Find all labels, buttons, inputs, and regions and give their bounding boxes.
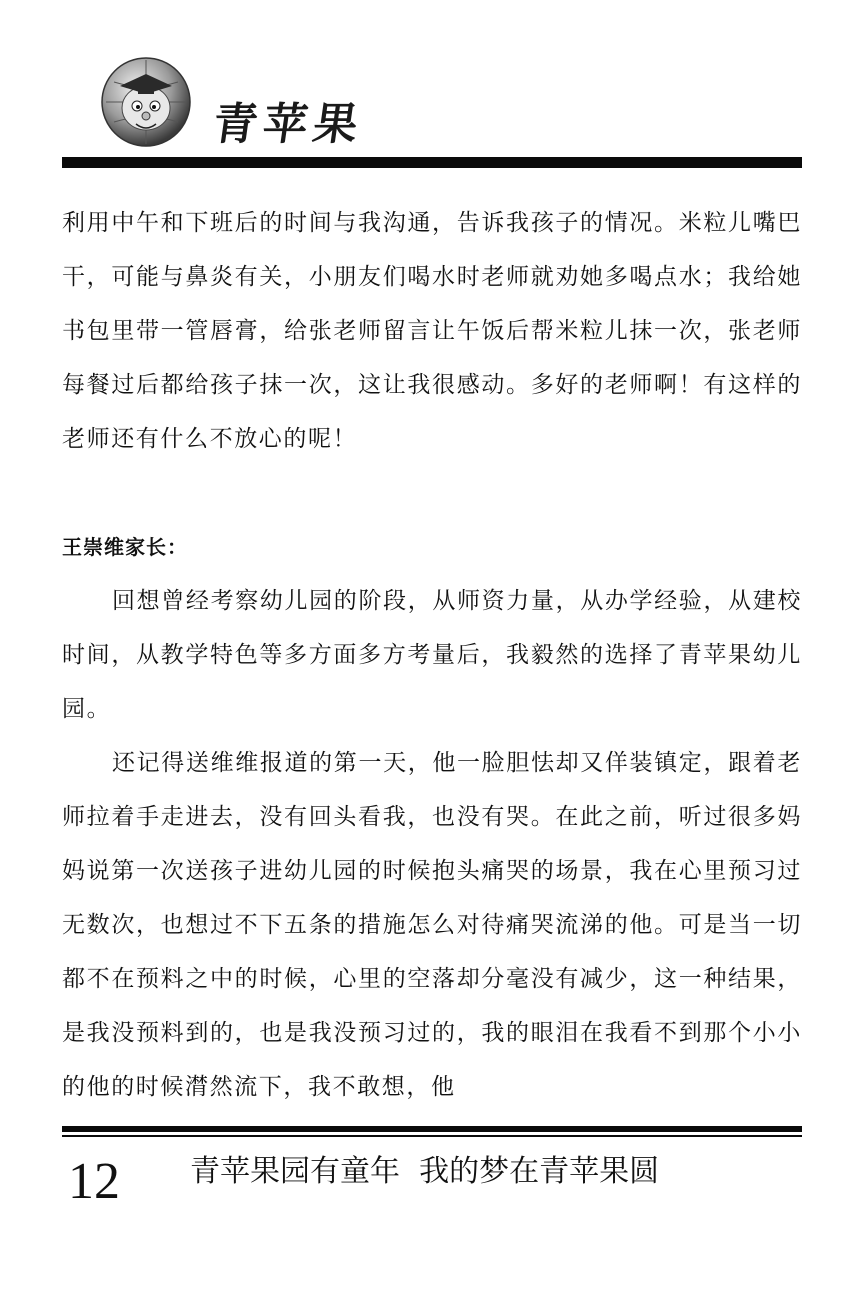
footer-divider-thick bbox=[62, 1126, 802, 1132]
footer-slogan: 青苹果园有童年 我的梦在青苹果圆 bbox=[190, 1154, 660, 1189]
page-header bbox=[0, 0, 860, 170]
paragraph-spacer bbox=[62, 466, 802, 520]
brand-title: 青苹果 bbox=[209, 99, 367, 150]
paragraph-continued: 利用中午和下班后的时间与我沟通，告诉我孩子的情况。米粒儿嘴巴干，可能与鼻炎有关，小朋友们喝水时老师就劝她多喝点水；我给她书包里带一管唇膏，给张老师留言让午饭后帮米粒儿抹一次，张老师每餐过后都给孩子抹一次，这让我很感动。多好的老师啊！有这样的老师还有什么不放心的呢！ bbox=[62, 210, 802, 452]
globe-mascot-logo-icon bbox=[100, 56, 192, 148]
footer-divider-thin bbox=[62, 1135, 802, 1137]
paragraph: 回想曾经考察幼儿园的阶段，从师资力量，从办学经验，从建校时间，从教学特色等多方面多方考量后，我毅然的选择了青苹果幼儿园。 bbox=[62, 588, 802, 722]
paragraph: 还记得送维维报道的第一天，他一脸胆怯却又佯装镇定，跟着老师拉着手走进去，没有回头看我，也没有哭。在此之前，听过很多妈妈说第一次送孩子进幼儿园的时候抱头痛哭的场景，我在心里预习过无数次，也想过不下五条的措施怎么对待痛哭流涕的他。可是当一切都不在预料之中的时候，心里的空落却分毫没有减少，这一种结果，是我没预料到的，也是我没预习过的，我的眼泪在我看不到那个小小的他的时候潸然流下，我不敢想，他 bbox=[62, 750, 802, 1100]
article-body bbox=[62, 196, 802, 1114]
page-number: 12 bbox=[68, 1153, 120, 1210]
header-divider bbox=[62, 157, 802, 168]
section-heading: 王崇维家长： bbox=[62, 535, 188, 559]
